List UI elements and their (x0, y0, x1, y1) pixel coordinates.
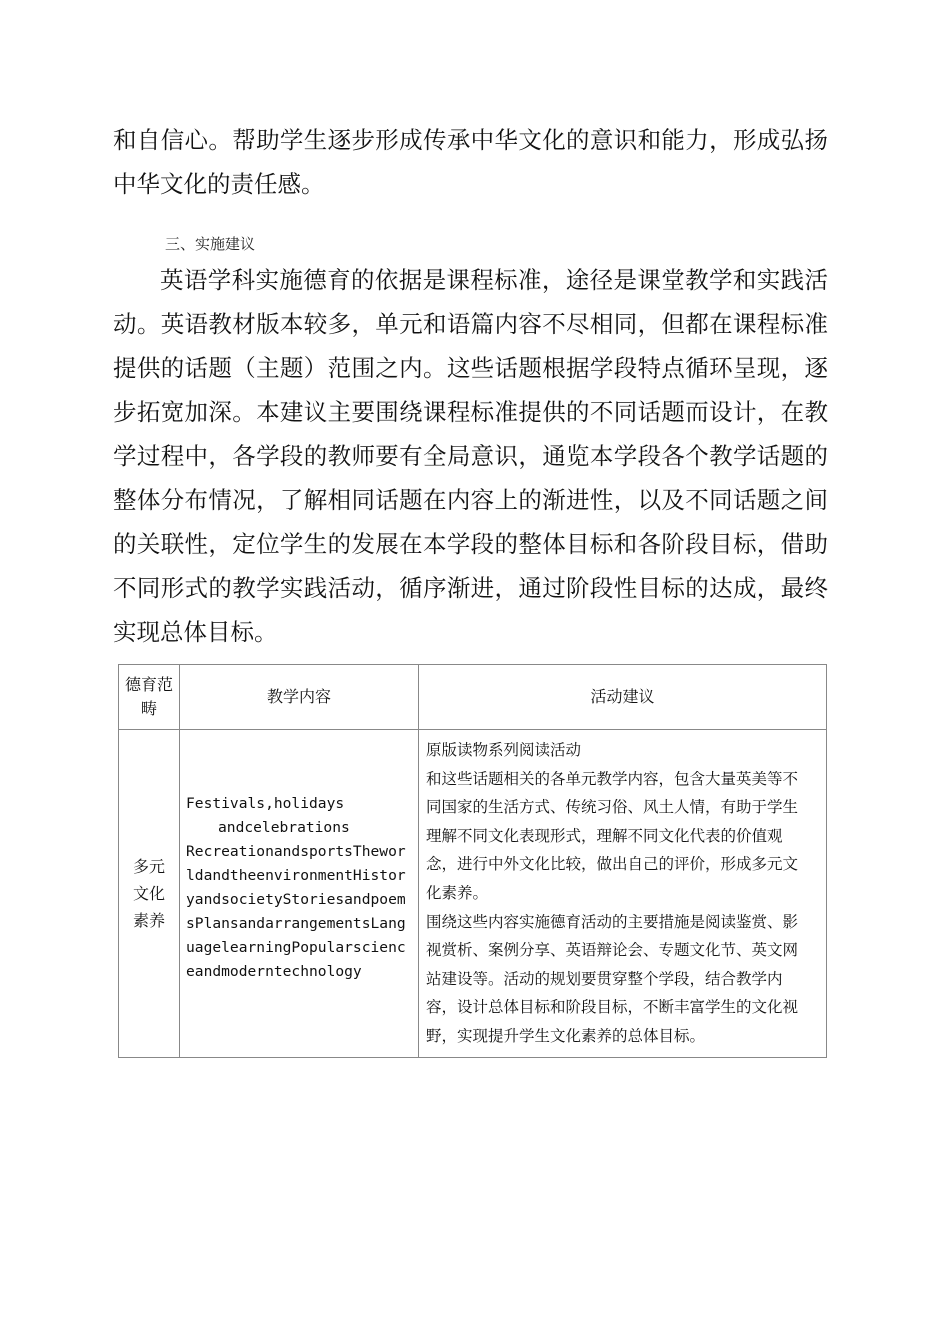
content-topics: RecreationandsportsTheworldandtheenvironmentHistoryandsocietyStoriesandpoemsPlansandarrangementsLanguagelearningPopularscienceandmoderntechnology (186, 843, 406, 980)
header-category: 德育范畴 (119, 665, 180, 730)
body-paragraph: 英语学科实施德育的依据是课程标准，途径是课堂教学和实践活动。英语教材版本较多，单元和语篇内容不尽相同，但都在课程标准提供的话题（主题）范围之内。这些话题根据学段特点循环呈现，逐步拓宽加深。本建议主要围绕课程标准提供的不同话题而设计，在教学过程中，各学段的教师要有全局意识，通览本学段各个教学话题的整体分布情况，了解相同话题在内容上的渐进性，以及不同话题之间的关联性，定位学生的发展在本学段的整体目标和各阶段目标，借助不同形式的教学实践活动，循序渐进，通过阶段性目标的达成，最终实现总体目标。 (113, 266, 828, 646)
table-header-row (119, 665, 827, 730)
section-heading: 三、实施建议 (165, 235, 256, 253)
header-content: 教学内容 (180, 665, 419, 730)
content-cell (180, 730, 419, 1058)
activities-cell (419, 730, 827, 1058)
activity-measures: 围绕这些内容实施德育活动的主要措施是阅读鉴赏、影视赏析、案例分享、英语辩论会、专题文化节、英文网站建设等。活动的规划要贯穿整个学段，结合教学内容，设计总体目标和阶段目标，不断丰富学生的文化视野，实现提升学生文化素养的总体目标。 (426, 912, 799, 1045)
activity-description: 和这些话题相关的各单元教学内容，包含大量英美等不同国家的生活方式、传统习俗、风土人情，有助于学生理解不同文化表现形式，理解不同文化代表的价值观念，进行中外文化比较，做出自己的评价，形成多元文化素养。 (426, 769, 799, 902)
content-line-2: andcelebrations (218, 819, 350, 836)
header-activities: 活动建议 (419, 665, 827, 730)
activity-title: 原版读物系列阅读活动 (426, 741, 582, 759)
intro-paragraph: 和自信心。帮助学生逐步形成传承中华文化的意识和能力，形成弘扬中华文化的责任感。 (113, 126, 828, 198)
content-line-1: Festivals,holidays (186, 795, 345, 812)
category-cell: 多元文化素养 (119, 730, 180, 1058)
moral-education-table (118, 664, 827, 1058)
table-row (119, 730, 827, 1058)
